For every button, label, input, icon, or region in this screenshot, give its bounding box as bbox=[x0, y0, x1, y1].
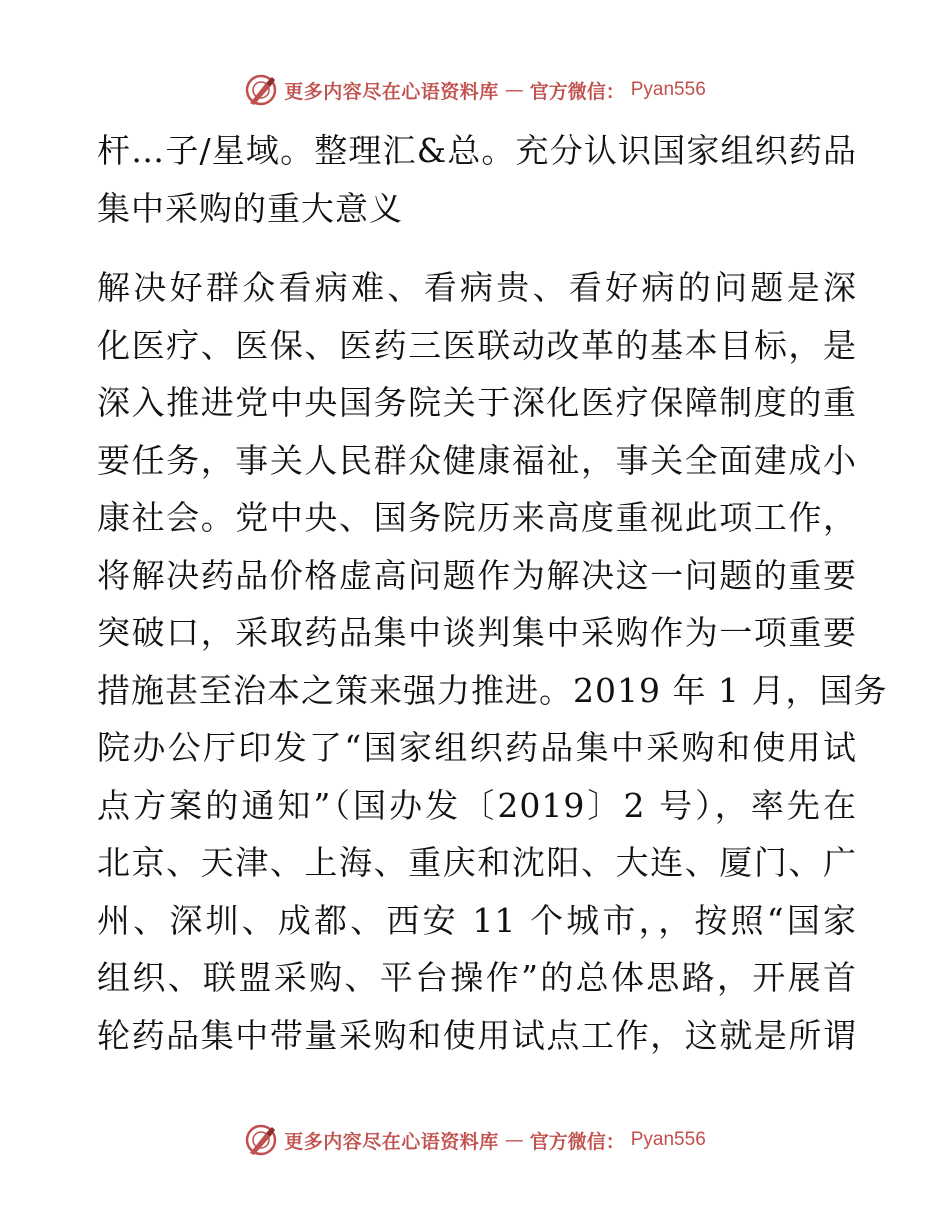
body-line: 州、深圳、成都、西安 11 个城市，，按照“国家 bbox=[97, 900, 857, 940]
watermark-text: 更多内容尽在心语资料库 bbox=[284, 80, 499, 103]
watermark-separator: — bbox=[504, 1129, 524, 1151]
body-line: 康社会。党中央、国务院历来高度重视此项工作， bbox=[97, 498, 857, 537]
body-line: 点方案的通知”（国办发〔2019〕2 号），率先在 bbox=[97, 785, 857, 825]
body-paragraph bbox=[97, 259, 888, 1064]
watermark-wechat-label: 官方微信： bbox=[529, 80, 625, 103]
body-line: 要任务，事关人民群众健康福祉，事关全面建成小 bbox=[97, 440, 857, 480]
body-line: 解决好群众看病难、看病贵、看好病的问题是深 bbox=[97, 268, 857, 307]
paragraph-gap bbox=[97, 237, 857, 259]
body-line: 院办公厅印发了“国家组织药品集中采购和使用试 bbox=[97, 728, 857, 767]
body-line: 组织、联盟采购、平台操作”的总体思路，开展首 bbox=[97, 958, 857, 997]
pen-logo-icon bbox=[244, 73, 278, 107]
heading-line: 杆…子/星域。整理汇&总。充分认识国家组织药品 bbox=[97, 131, 857, 170]
body-line: 北京、天津、上海、重庆和沈阳、大连、厦门、广 bbox=[97, 843, 857, 882]
body-line: 将解决药品价格虚高问题作为解决这一问题的重要 bbox=[97, 555, 857, 595]
heading-line: 集中采购的重大意义 bbox=[97, 188, 403, 228]
watermark-wechat-id: Pyan556 bbox=[630, 79, 706, 100]
body-line: 突破口，采取药品集中谈判集中采购作为一项重要 bbox=[97, 613, 857, 652]
body-line: 措施甚至治本之策来强力推进。2019 年 1 月，国务 bbox=[97, 670, 888, 710]
footer-watermark bbox=[0, 1120, 950, 1160]
body-line: 深入推进党中央国务院关于深化医疗保障制度的重 bbox=[97, 383, 857, 422]
watermark-text: 更多内容尽在心语资料库 bbox=[284, 1130, 499, 1153]
document-body bbox=[97, 122, 888, 1064]
watermark-wechat-label: 官方微信： bbox=[529, 1130, 625, 1153]
watermark-separator: — bbox=[504, 79, 524, 101]
body-line: 化医疗、医保、医药三医联动改革的基本目标，是 bbox=[97, 325, 857, 365]
body-line: 轮药品集中带量采购和使用试点工作，这就是所谓 bbox=[97, 1015, 857, 1055]
watermark-wechat-id: Pyan556 bbox=[630, 1129, 706, 1150]
header-watermark bbox=[0, 70, 950, 110]
pen-logo-icon bbox=[244, 1123, 278, 1157]
